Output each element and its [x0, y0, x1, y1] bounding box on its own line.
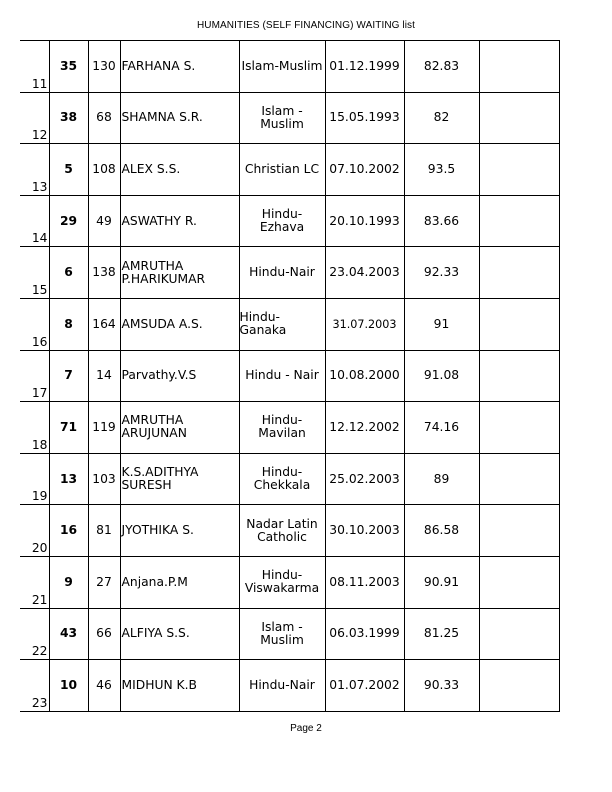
waiting-list-table: [20, 40, 560, 712]
name-cell: K.S.ADITHYA SURESH: [120, 453, 239, 505]
rank-cell: 35: [49, 41, 88, 93]
application-number-cell: 46: [88, 660, 120, 712]
community-cell: Islam - Muslim: [239, 92, 325, 144]
remarks-cell: [479, 247, 559, 299]
serial-number-cell: 22: [20, 608, 49, 660]
community-cell: Nadar Latin Catholic: [239, 505, 325, 557]
community-cell: Hindu-Nair: [239, 660, 325, 712]
application-number-cell: 103: [88, 453, 120, 505]
table-row: [20, 402, 559, 454]
community-cell: Hindu- Chekkala: [239, 453, 325, 505]
community-cell: Hindu- Viswakarma: [239, 556, 325, 608]
remarks-cell: [479, 453, 559, 505]
rank-cell: 9: [49, 556, 88, 608]
remarks-cell: [479, 402, 559, 454]
community-cell: Hindu-Nair: [239, 247, 325, 299]
serial-number-cell: 11: [20, 41, 49, 93]
marks-cell: 83.66: [404, 195, 479, 247]
table-row: [20, 556, 559, 608]
serial-number-cell: 20: [20, 505, 49, 557]
table-row: [20, 195, 559, 247]
remarks-cell: [479, 298, 559, 350]
remarks-cell: [479, 350, 559, 402]
rank-cell: 13: [49, 453, 88, 505]
serial-number-cell: 13: [20, 144, 49, 196]
community-cell: Christian LC: [239, 144, 325, 196]
community-cell: Islam - Muslim: [239, 608, 325, 660]
application-number-cell: 14: [88, 350, 120, 402]
date-of-birth-cell: 10.08.2000: [325, 350, 404, 402]
rank-cell: 71: [49, 402, 88, 454]
page-number: Page 2: [290, 723, 322, 734]
marks-cell: 91.08: [404, 350, 479, 402]
rank-cell: 5: [49, 144, 88, 196]
date-of-birth-cell: 30.10.2003: [325, 505, 404, 557]
serial-number-cell: 16: [20, 298, 49, 350]
remarks-cell: [479, 92, 559, 144]
rank-cell: 6: [49, 247, 88, 299]
application-number-cell: 164: [88, 298, 120, 350]
community-cell: Islam-Muslim: [239, 41, 325, 93]
marks-cell: 82: [404, 92, 479, 144]
table-row: [20, 505, 559, 557]
remarks-cell: [479, 660, 559, 712]
remarks-cell: [479, 608, 559, 660]
table-row: [20, 298, 559, 350]
table-row: [20, 608, 559, 660]
date-of-birth-cell: 01.12.1999: [325, 41, 404, 93]
application-number-cell: 130: [88, 41, 120, 93]
application-number-cell: 119: [88, 402, 120, 454]
name-cell: SHAMNA S.R.: [120, 92, 239, 144]
application-number-cell: 66: [88, 608, 120, 660]
marks-cell: 90.91: [404, 556, 479, 608]
remarks-cell: [479, 144, 559, 196]
marks-cell: 86.58: [404, 505, 479, 557]
community-cell: Hindu- Ezhava: [239, 195, 325, 247]
name-cell: FARHANA S.: [120, 41, 239, 93]
serial-number-cell: 12: [20, 92, 49, 144]
table-row: [20, 660, 559, 712]
date-of-birth-cell: 20.10.1993: [325, 195, 404, 247]
marks-cell: 90.33: [404, 660, 479, 712]
name-cell: AMSUDA A.S.: [120, 298, 239, 350]
serial-number-cell: 23: [20, 660, 49, 712]
page-title: HUMANITIES (SELF FINANCING) WAITING list: [196, 20, 416, 31]
serial-number-cell: 17: [20, 350, 49, 402]
community-cell: Hindu- Mavilan: [239, 402, 325, 454]
rank-cell: 38: [49, 92, 88, 144]
serial-number-cell: 19: [20, 453, 49, 505]
marks-cell: 82.83: [404, 41, 479, 93]
application-number-cell: 27: [88, 556, 120, 608]
date-of-birth-cell: 23.04.2003: [325, 247, 404, 299]
name-cell: ASWATHY R.: [120, 195, 239, 247]
rank-cell: 10: [49, 660, 88, 712]
community-cell: Hindu- Ganaka: [239, 298, 325, 350]
application-number-cell: 138: [88, 247, 120, 299]
serial-number-cell: 21: [20, 556, 49, 608]
rank-cell: 29: [49, 195, 88, 247]
marks-cell: 89: [404, 453, 479, 505]
remarks-cell: [479, 41, 559, 93]
marks-cell: 81.25: [404, 608, 479, 660]
marks-cell: 92.33: [404, 247, 479, 299]
table-row: [20, 453, 559, 505]
application-number-cell: 49: [88, 195, 120, 247]
application-number-cell: 108: [88, 144, 120, 196]
rank-cell: 8: [49, 298, 88, 350]
name-cell: Anjana.P.M: [120, 556, 239, 608]
date-of-birth-cell: 12.12.2002: [325, 402, 404, 454]
table-row: [20, 92, 559, 144]
marks-cell: 93.5: [404, 144, 479, 196]
name-cell: JYOTHIKA S.: [120, 505, 239, 557]
marks-cell: 91: [404, 298, 479, 350]
table-row: [20, 144, 559, 196]
date-of-birth-cell: 15.05.1993: [325, 92, 404, 144]
name-cell: MIDHUN K.B: [120, 660, 239, 712]
rank-cell: 16: [49, 505, 88, 557]
remarks-cell: [479, 195, 559, 247]
community-cell: Hindu - Nair: [239, 350, 325, 402]
remarks-cell: [479, 556, 559, 608]
date-of-birth-cell: 07.10.2002: [325, 144, 404, 196]
remarks-cell: [479, 505, 559, 557]
name-cell: Parvathy.V.S: [120, 350, 239, 402]
rank-cell: 43: [49, 608, 88, 660]
serial-number-cell: 15: [20, 247, 49, 299]
application-number-cell: 81: [88, 505, 120, 557]
name-cell: AMRUTHA ARUJUNAN: [120, 402, 239, 454]
rank-cell: 7: [49, 350, 88, 402]
name-cell: AMRUTHA P.HARIKUMAR: [120, 247, 239, 299]
date-of-birth-cell: 01.07.2002: [325, 660, 404, 712]
serial-number-cell: 14: [20, 195, 49, 247]
name-cell: ALEX S.S.: [120, 144, 239, 196]
table-row: [20, 41, 559, 93]
serial-number-cell: 18: [20, 402, 49, 454]
date-of-birth-cell: 31.07.2003: [325, 298, 404, 350]
date-of-birth-cell: 06.03.1999: [325, 608, 404, 660]
date-of-birth-cell: 08.11.2003: [325, 556, 404, 608]
date-of-birth-cell: 25.02.2003: [325, 453, 404, 505]
application-number-cell: 68: [88, 92, 120, 144]
marks-cell: 74.16: [404, 402, 479, 454]
table-row: [20, 350, 559, 402]
name-cell: ALFIYA S.S.: [120, 608, 239, 660]
table-row: [20, 247, 559, 299]
